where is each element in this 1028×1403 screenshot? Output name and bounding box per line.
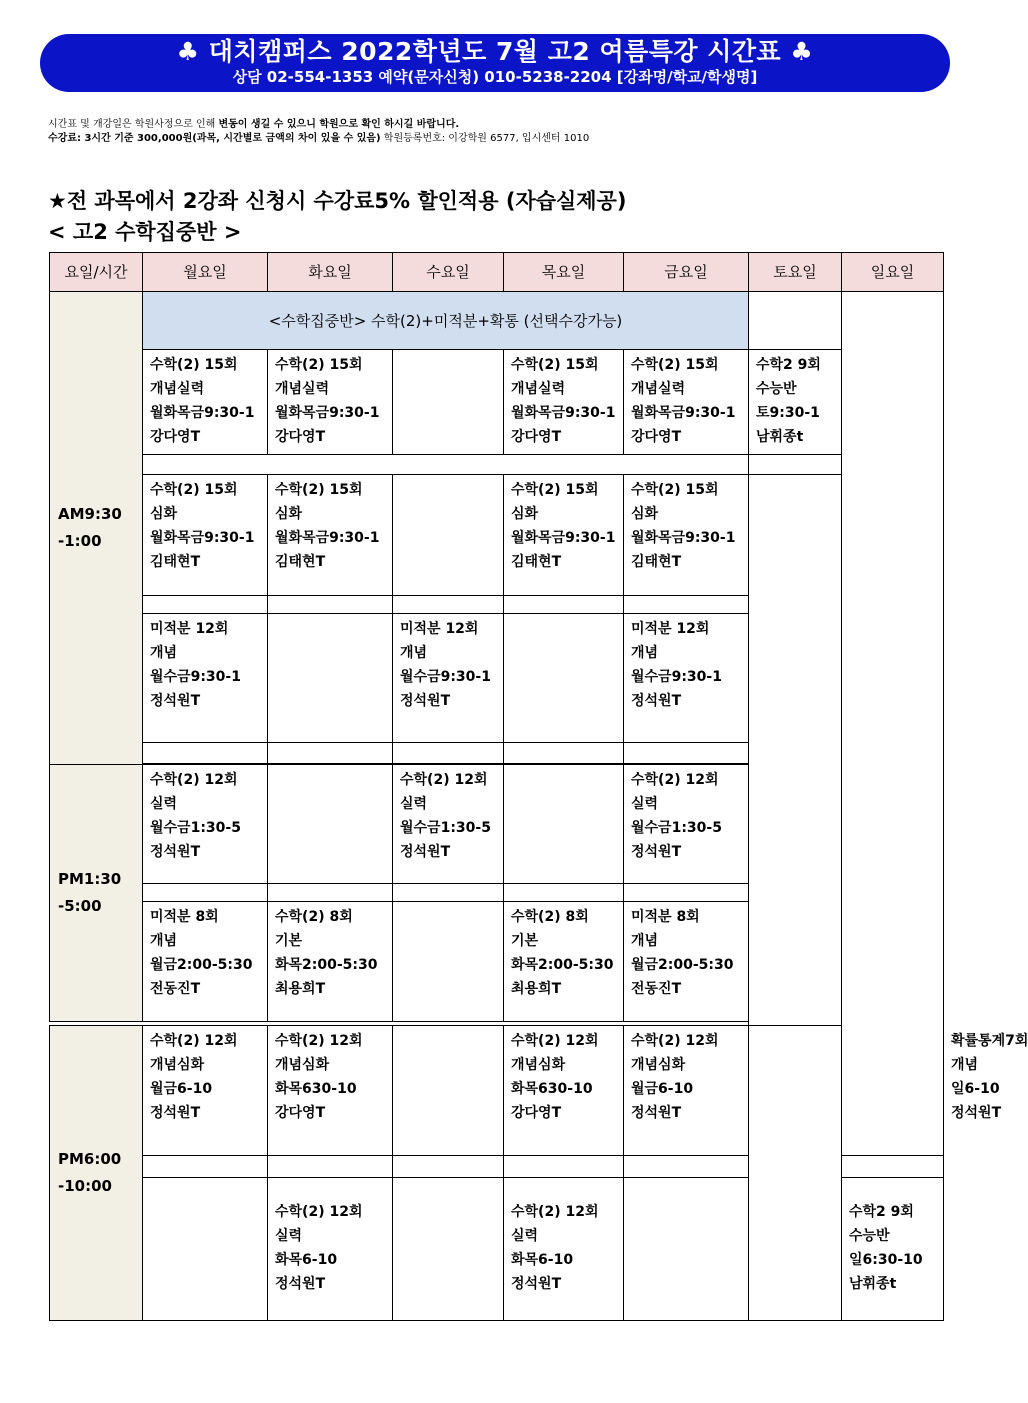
class-line: 김태현T [150, 554, 201, 570]
class-cell [504, 1178, 624, 1321]
class-line: 심화 [275, 506, 303, 522]
class-cell [268, 902, 393, 1022]
empty-cell [393, 475, 504, 596]
class-line: 월화목금9:30-1 [511, 530, 616, 546]
gap-cell [504, 1156, 624, 1178]
gap-cell [504, 596, 624, 614]
class-cell [143, 765, 268, 884]
class-line: 정석원T [511, 1276, 562, 1292]
promo-headline: ★전 과목에서 2강좌 신청시 수강료5% 할인적용 (자습실제공) [48, 189, 627, 213]
class-cell [393, 614, 504, 743]
class-line: 김태현T [275, 554, 326, 570]
class-line: 최용희T [511, 981, 562, 997]
class-cell [143, 475, 268, 596]
class-line: 일6:30-10 [849, 1252, 923, 1268]
class-info [749, 350, 841, 449]
class-info [504, 350, 623, 449]
class-cell [624, 765, 749, 884]
class-line: 정석원T [275, 1276, 326, 1292]
class-line: 수학(2) 8회 [275, 909, 353, 925]
class-line: 심화 [511, 506, 539, 522]
class-info [624, 350, 748, 449]
empty-cell [749, 1026, 842, 1321]
time-slot-pm: PM1:30 -5:00 [50, 765, 143, 1022]
notice-line2b: 학원등록번호: 이강학원 6577, 입시센터 1010 [380, 133, 590, 144]
class-info [143, 614, 267, 713]
class-line: 월금2:00-5:30 [631, 957, 734, 973]
class-info [143, 765, 267, 864]
empty-cell [143, 1178, 268, 1321]
gap-cell [268, 884, 393, 902]
class-line: 월화목금9:30-1 [275, 405, 380, 421]
class-line: 김태현T [631, 554, 682, 570]
class-line: 수능반 [849, 1228, 890, 1244]
empty-cell [268, 765, 393, 884]
class-line: 정석원T [400, 693, 451, 709]
class-info [624, 765, 748, 864]
class-info [268, 1178, 392, 1296]
gap-cell [268, 596, 393, 614]
class-line: 수학2 9회 [849, 1204, 914, 1220]
gap-cell [749, 455, 842, 475]
empty-cell [268, 614, 393, 743]
class-line: 개념 [150, 645, 178, 661]
class-line: 화목630-10 [275, 1081, 357, 1097]
class-info [268, 902, 392, 1001]
class-cell [504, 475, 624, 596]
class-line: 수학(2) 8회 [511, 909, 589, 925]
class-line: 개념실력 [631, 381, 686, 397]
class-line: 수학(2) 12회 [511, 1204, 599, 1220]
class-line: 월화목금9:30-1 [150, 530, 255, 546]
class-line: 미적분 12회 [400, 621, 479, 637]
gap-cell [393, 1156, 504, 1178]
class-line: 개념 [150, 933, 178, 949]
class-cell [749, 350, 842, 455]
class-line: 월화목금9:30-1 [631, 405, 736, 421]
class-cell [504, 350, 624, 455]
class-info [143, 902, 267, 1001]
section-title: < 고2 수학집중반 > [48, 220, 242, 244]
class-line: 수학(2) 15회 [631, 482, 719, 498]
class-cell [143, 350, 268, 455]
class-line: 강다영T [150, 429, 201, 445]
gap-cell [624, 884, 749, 902]
class-info [624, 475, 748, 574]
class-cell [268, 1178, 393, 1321]
class-line: 개념 [631, 645, 659, 661]
gap-cell [268, 743, 393, 764]
class-line: 수학(2) 15회 [275, 357, 363, 373]
class-line: 수학(2) 12회 [275, 1204, 363, 1220]
class-cell [143, 614, 268, 743]
class-line: 김태현T [511, 554, 562, 570]
class-line: 수학(2) 15회 [511, 357, 599, 373]
header-cell: 화요일 [268, 253, 393, 292]
class-line: 정석원T [150, 1105, 201, 1121]
class-info [624, 614, 748, 713]
class-line: 화목6-10 [511, 1252, 574, 1268]
time-slot-evening: PM6:00 -10:00 [50, 1026, 143, 1321]
gap-cell [143, 455, 749, 475]
empty-cell [504, 614, 624, 743]
class-line: 월금2:00-5:30 [150, 957, 253, 973]
class-line: 개념심화 [275, 1057, 330, 1073]
class-info [504, 902, 623, 1001]
notice-line1a: 시간표 및 개강일은 학원사정으로 인해 [48, 119, 219, 130]
class-line: 강다영T [511, 429, 562, 445]
class-line: 월수금1:30-5 [150, 820, 241, 836]
class-line: 월금6-10 [631, 1081, 694, 1097]
class-line: 수학(2) 15회 [150, 357, 238, 373]
class-line: 화목2:00-5:30 [511, 957, 614, 973]
class-line: 화목2:00-5:30 [275, 957, 378, 973]
class-cell [393, 765, 504, 884]
class-line: 강다영T [511, 1105, 562, 1121]
class-line: 강다영T [631, 429, 682, 445]
class-info [143, 475, 267, 574]
class-cell [504, 1026, 624, 1156]
header-cell: 토요일 [749, 253, 842, 292]
class-line: 개념심화 [150, 1057, 205, 1073]
class-line: 심화 [150, 506, 178, 522]
class-line: 정석원T [631, 693, 682, 709]
class-line: 수학(2) 12회 [631, 772, 719, 788]
class-info [504, 475, 623, 574]
gap-cell [143, 743, 268, 764]
class-line: 월화목금9:30-1 [511, 405, 616, 421]
class-info [268, 475, 392, 574]
class-line: 강다영T [275, 1105, 326, 1121]
class-info [842, 1178, 943, 1296]
class-line: 월수금1:30-5 [631, 820, 722, 836]
class-cell [268, 475, 393, 596]
class-cell [624, 475, 749, 596]
class-line: 정석원T [150, 844, 201, 860]
class-cell [624, 902, 749, 1022]
class-cell [268, 1026, 393, 1156]
class-line: 개념심화 [511, 1057, 566, 1073]
header-cell: 요일/시간 [50, 253, 143, 292]
empty-cell [749, 292, 842, 350]
class-cell [624, 1026, 749, 1156]
class-line: 실력 [511, 1228, 539, 1244]
class-line: 월수금9:30-1 [400, 669, 491, 685]
class-line: 개념실력 [511, 381, 566, 397]
class-line: 실력 [631, 796, 659, 812]
class-info [143, 350, 267, 449]
class-cell [624, 350, 749, 455]
notice-line1b: 변동이 생길 수 있으니 학원으로 확인 하시길 바랍니다. [218, 119, 460, 130]
class-line: 남휘종t [756, 429, 804, 445]
gap-cell [393, 743, 504, 764]
class-cell [143, 902, 268, 1022]
class-line: 최용희T [275, 981, 326, 997]
class-line: 실력 [150, 796, 178, 812]
time-slot-am: AM9:30 -1:00 [50, 292, 143, 765]
class-line: 수학(2) 12회 [511, 1033, 599, 1049]
class-info [504, 1026, 623, 1125]
class-line: 미적분 12회 [631, 621, 710, 637]
class-cell [504, 902, 624, 1022]
empty-cell [504, 765, 624, 884]
empty-cell [393, 902, 504, 1022]
empty-cell [749, 475, 842, 1026]
gap-cell [624, 1156, 749, 1178]
class-line: 수능반 [756, 381, 797, 397]
class-line: 수학(2) 12회 [275, 1033, 363, 1049]
class-line: 월화목금9:30-1 [150, 405, 255, 421]
class-line: 월화목금9:30-1 [275, 530, 380, 546]
header-row [50, 253, 944, 292]
class-line: 토9:30-1 [756, 405, 820, 421]
class-line: 수학(2) 15회 [150, 482, 238, 498]
class-line: 월수금1:30-5 [400, 820, 491, 836]
class-line: 전동진T [631, 981, 682, 997]
class-line: 수학(2) 15회 [511, 482, 599, 498]
class-line: 수학(2) 12회 [631, 1033, 719, 1049]
class-info [393, 614, 503, 713]
class-info [268, 350, 392, 449]
class-line: 수학(2) 12회 [150, 1033, 238, 1049]
class-line: 개념심화 [631, 1057, 686, 1073]
class-info [393, 765, 503, 864]
class-line: 개념실력 [150, 381, 205, 397]
class-line: 정석원T [631, 1105, 682, 1121]
class-line: 기본 [275, 933, 303, 949]
title-banner [40, 34, 950, 92]
header-cell: 월요일 [143, 253, 268, 292]
class-info [143, 1026, 267, 1125]
class-line: 남휘종t [849, 1276, 897, 1292]
empty-cell [393, 350, 504, 455]
gap-cell [393, 596, 504, 614]
gap-cell [624, 596, 749, 614]
gap-cell [143, 596, 268, 614]
empty-cell [393, 1026, 504, 1156]
class-line: 화목630-10 [511, 1081, 593, 1097]
class-line: 수학(2) 12회 [150, 772, 238, 788]
gap-cell [504, 884, 624, 902]
course-banner: <수학집중반> 수학(2)+미적분+확통 (선택수강가능) [143, 292, 749, 350]
notice-line2a: 수강료: 3시간 기준 300,000원(과목, 시간별로 금액의 차이 있을 수 있음) [48, 133, 381, 144]
class-line: 기본 [511, 933, 539, 949]
gap-cell [393, 884, 504, 902]
class-line: 수학(2) 12회 [400, 772, 488, 788]
class-line: 실력 [400, 796, 428, 812]
class-line: 월수금9:30-1 [631, 669, 722, 685]
class-line: 정석원T [631, 844, 682, 860]
class-line: 미적분 8회 [631, 909, 700, 925]
contact-info: 상담 02-554-1353 예약(문자신청) 010-5238-2204 [강좌명/학교/학생명] [232, 68, 758, 86]
class-info: 확률통계7회 개념 일6-10 정석원T [951, 1033, 1028, 1121]
class-info [624, 902, 748, 1001]
class-line: 정석원T [400, 844, 451, 860]
gap-cell [842, 1156, 944, 1178]
gap-cell [504, 743, 624, 764]
class-line: 수학(2) 15회 [275, 482, 363, 498]
notice-text [48, 118, 589, 146]
class-line: 강다영T [275, 429, 326, 445]
class-line: 심화 [631, 506, 659, 522]
class-line: 수학2 9회 [756, 357, 821, 373]
empty-cell [624, 1178, 749, 1321]
header-cell: 금요일 [624, 253, 749, 292]
class-line: 개념 [400, 645, 428, 661]
class-line: 화목6-10 [275, 1252, 338, 1268]
gap-cell [268, 1156, 393, 1178]
class-line: 개념실력 [275, 381, 330, 397]
class-cell [842, 1178, 944, 1321]
class-cell [143, 1026, 268, 1156]
header-cell: 목요일 [504, 253, 624, 292]
class-line: 월화목금9:30-1 [631, 530, 736, 546]
class-line: 수학(2) 15회 [631, 357, 719, 373]
class-line: 개념 [631, 933, 659, 949]
class-line: 월금6-10 [150, 1081, 213, 1097]
class-info [624, 1026, 748, 1125]
class-line: 정석원T [150, 693, 201, 709]
class-line: 실력 [275, 1228, 303, 1244]
class-line: 월수금9:30-1 [150, 669, 241, 685]
empty-cell [842, 292, 944, 1156]
header-cell: 일요일 [842, 253, 944, 292]
class-info [268, 1026, 392, 1125]
class-line: 미적분 8회 [150, 909, 219, 925]
gap-cell [143, 1156, 268, 1178]
page-title: ♣ 대치캠퍼스 2022학년도 7월 고2 여름특강 시간표 ♣ [176, 37, 814, 66]
class-line: 미적분 12회 [150, 621, 229, 637]
header-cell: 수요일 [393, 253, 504, 292]
timetable [49, 252, 1028, 1321]
class-info [504, 1178, 623, 1296]
gap-cell [624, 743, 749, 764]
empty-cell [393, 1178, 504, 1321]
class-cell [624, 614, 749, 743]
gap-cell [143, 884, 268, 902]
class-line: 전동진T [150, 981, 201, 997]
class-cell [268, 350, 393, 455]
